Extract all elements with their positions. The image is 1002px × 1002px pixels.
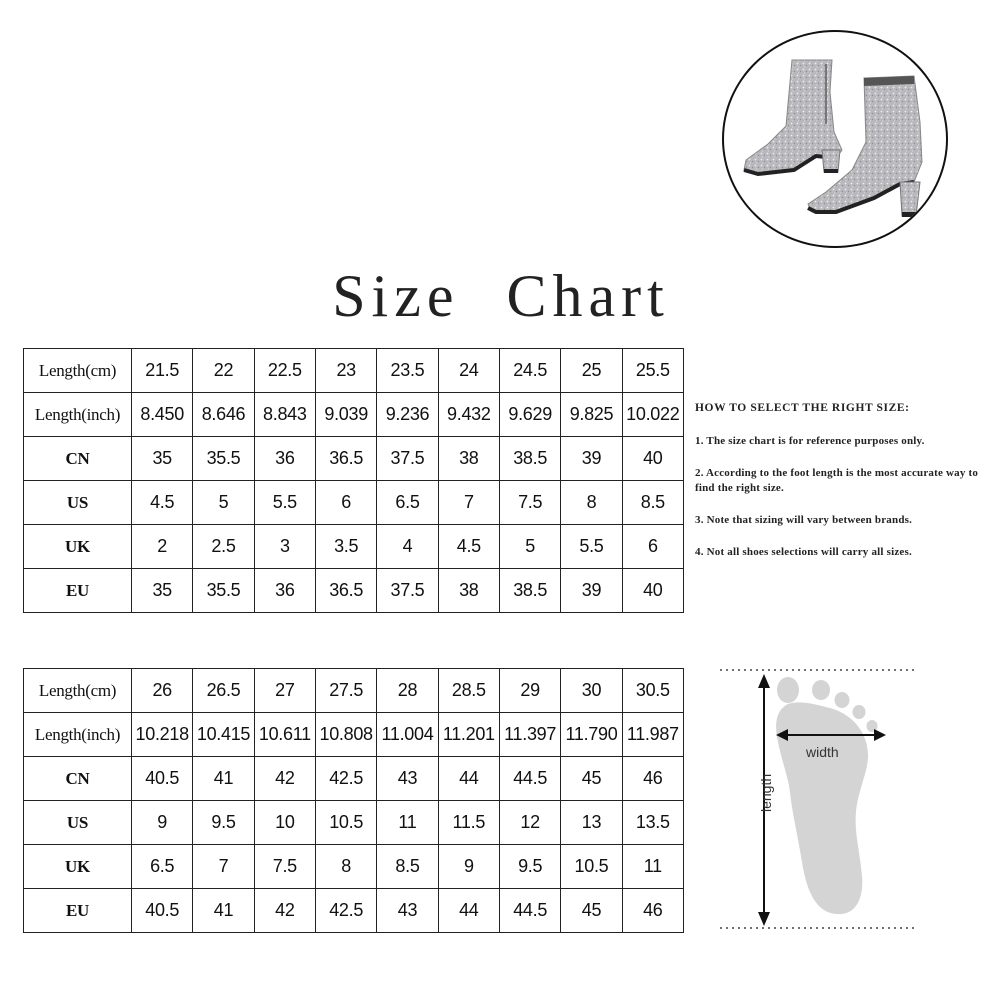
foot-measurement-diagram — [718, 662, 918, 934]
table-cell: 9.5 — [193, 801, 254, 845]
page-title: Size Chart — [332, 263, 670, 329]
footprint-icon — [776, 677, 877, 914]
row-label: US — [24, 481, 132, 525]
table-cell: 9.039 — [315, 393, 376, 437]
table-cell: 44 — [438, 757, 499, 801]
table-cell: 11 — [622, 845, 683, 889]
table-row — [24, 525, 684, 569]
row-label: Length(inch) — [24, 393, 132, 437]
size-table-2-body — [24, 669, 684, 933]
how-to-item: 2. According to the foot length is the most accurate way to find the right size. — [695, 467, 979, 494]
table-cell: 7.5 — [254, 845, 315, 889]
table-cell: 5 — [193, 481, 254, 525]
silver-boots-image — [724, 32, 948, 248]
table-cell: 2.5 — [193, 525, 254, 569]
table-cell: 40.5 — [132, 889, 193, 933]
table-cell: 8 — [561, 481, 622, 525]
table-cell: 43 — [377, 889, 438, 933]
table-row — [24, 569, 684, 613]
table-cell: 10.5 — [315, 801, 376, 845]
table-cell: 6.5 — [132, 845, 193, 889]
table-cell: 21.5 — [132, 349, 193, 393]
table-cell: 23.5 — [377, 349, 438, 393]
table-cell: 42.5 — [315, 889, 376, 933]
table-cell: 10.5 — [561, 845, 622, 889]
table-cell: 4 — [377, 525, 438, 569]
table-cell: 9.236 — [377, 393, 438, 437]
table-cell: 45 — [561, 889, 622, 933]
table-cell: 13 — [561, 801, 622, 845]
table-cell: 6.5 — [377, 481, 438, 525]
table-cell: 7.5 — [499, 481, 560, 525]
table-cell: 9.825 — [561, 393, 622, 437]
table-cell: 44.5 — [499, 757, 560, 801]
table-cell: 38.5 — [499, 437, 560, 481]
table-cell: 35 — [132, 437, 193, 481]
table-cell: 38 — [438, 569, 499, 613]
table-cell: 7 — [438, 481, 499, 525]
row-label: Length(cm) — [24, 669, 132, 713]
table-cell: 11 — [377, 801, 438, 845]
table-cell: 3 — [254, 525, 315, 569]
foot-diagram-svg — [718, 662, 918, 934]
table-cell: 27 — [254, 669, 315, 713]
size-table-1 — [23, 348, 684, 613]
table-row — [24, 393, 684, 437]
table-cell: 30 — [561, 669, 622, 713]
table-cell: 5 — [499, 525, 560, 569]
table-cell: 42.5 — [315, 757, 376, 801]
table-cell: 13.5 — [622, 801, 683, 845]
table-cell: 26 — [132, 669, 193, 713]
table-cell: 8.5 — [377, 845, 438, 889]
table-cell: 42 — [254, 757, 315, 801]
table-cell: 11.987 — [622, 713, 683, 757]
row-label: Length(inch) — [24, 713, 132, 757]
table-cell: 36 — [254, 437, 315, 481]
size-table-1-body — [24, 349, 684, 613]
table-cell: 11.004 — [377, 713, 438, 757]
table-row — [24, 349, 684, 393]
table-cell: 10.218 — [132, 713, 193, 757]
table-cell: 3.5 — [315, 525, 376, 569]
table-cell: 35 — [132, 569, 193, 613]
table-cell: 30.5 — [622, 669, 683, 713]
row-label: EU — [24, 569, 132, 613]
how-to-item: 3. Note that sizing will vary between brands. — [695, 514, 913, 526]
table-cell: 40 — [622, 437, 683, 481]
table-cell: 10.611 — [254, 713, 315, 757]
table-cell: 9.5 — [499, 845, 560, 889]
table-cell: 22 — [193, 349, 254, 393]
table-cell: 11.201 — [438, 713, 499, 757]
how-to-heading: HOW TO SELECT THE RIGHT SIZE: — [695, 402, 910, 414]
table-cell: 26.5 — [193, 669, 254, 713]
table-cell: 44.5 — [499, 889, 560, 933]
how-to-item: 4. Not all shoes selections will carry all sizes. — [695, 546, 912, 558]
length-arrow-head-top — [758, 674, 770, 688]
table-cell: 8.5 — [622, 481, 683, 525]
table-cell: 38 — [438, 437, 499, 481]
table-cell: 10 — [254, 801, 315, 845]
table-cell: 40.5 — [132, 757, 193, 801]
table-row — [24, 845, 684, 889]
table-cell: 44 — [438, 889, 499, 933]
table-cell: 4.5 — [132, 481, 193, 525]
table-cell: 35.5 — [193, 569, 254, 613]
table-cell: 36 — [254, 569, 315, 613]
length-label: length — [758, 773, 774, 812]
row-label: EU — [24, 889, 132, 933]
how-to-item: 1. The size chart is for reference purposes only. — [695, 435, 925, 447]
table-cell: 46 — [622, 889, 683, 933]
row-label: US — [24, 801, 132, 845]
table-cell: 11.790 — [561, 713, 622, 757]
table-cell: 29 — [499, 669, 560, 713]
table-cell: 38.5 — [499, 569, 560, 613]
table-cell: 46 — [622, 757, 683, 801]
table-cell: 2 — [132, 525, 193, 569]
table-cell: 24 — [438, 349, 499, 393]
table-cell: 12 — [499, 801, 560, 845]
row-label: CN — [24, 437, 132, 481]
table-cell: 39 — [561, 437, 622, 481]
table-row — [24, 669, 684, 713]
table-cell: 9.432 — [438, 393, 499, 437]
table-cell: 8.646 — [193, 393, 254, 437]
table-cell: 28 — [377, 669, 438, 713]
table-cell: 39 — [561, 569, 622, 613]
row-label: UK — [24, 845, 132, 889]
table-cell: 5.5 — [254, 481, 315, 525]
table-cell: 25.5 — [622, 349, 683, 393]
table-cell: 9 — [132, 801, 193, 845]
table-cell: 41 — [193, 889, 254, 933]
table-cell: 6 — [315, 481, 376, 525]
table-cell: 41 — [193, 757, 254, 801]
table-cell: 37.5 — [377, 437, 438, 481]
table-cell: 36.5 — [315, 437, 376, 481]
table-cell: 10.415 — [193, 713, 254, 757]
table-cell: 11.5 — [438, 801, 499, 845]
length-arrow-head-bottom — [758, 912, 770, 926]
table-cell: 8.450 — [132, 393, 193, 437]
table-row — [24, 801, 684, 845]
table-cell: 5.5 — [561, 525, 622, 569]
table-row — [24, 437, 684, 481]
table-cell: 10.022 — [622, 393, 683, 437]
table-cell: 28.5 — [438, 669, 499, 713]
width-label: width — [806, 744, 839, 760]
table-cell: 35.5 — [193, 437, 254, 481]
table-cell: 7 — [193, 845, 254, 889]
table-cell: 36.5 — [315, 569, 376, 613]
row-label: UK — [24, 525, 132, 569]
product-image-circle — [722, 30, 948, 248]
row-label: Length(cm) — [24, 349, 132, 393]
table-cell: 23 — [315, 349, 376, 393]
table-cell: 40 — [622, 569, 683, 613]
table-cell: 8 — [315, 845, 376, 889]
table-cell: 11.397 — [499, 713, 560, 757]
table-cell: 42 — [254, 889, 315, 933]
table-row — [24, 481, 684, 525]
row-label: CN — [24, 757, 132, 801]
table-row — [24, 757, 684, 801]
table-cell: 9.629 — [499, 393, 560, 437]
table-cell: 24.5 — [499, 349, 560, 393]
table-row — [24, 713, 684, 757]
table-cell: 10.808 — [315, 713, 376, 757]
table-row — [24, 889, 684, 933]
how-to-select-panel — [695, 402, 1000, 577]
table-cell: 27.5 — [315, 669, 376, 713]
table-cell: 6 — [622, 525, 683, 569]
table-cell: 37.5 — [377, 569, 438, 613]
table-cell: 22.5 — [254, 349, 315, 393]
table-cell: 8.843 — [254, 393, 315, 437]
table-cell: 45 — [561, 757, 622, 801]
table-cell: 43 — [377, 757, 438, 801]
table-cell: 4.5 — [438, 525, 499, 569]
size-table-2 — [23, 668, 684, 933]
table-cell: 9 — [438, 845, 499, 889]
width-arrow-head-right — [874, 729, 886, 741]
table-cell: 25 — [561, 349, 622, 393]
